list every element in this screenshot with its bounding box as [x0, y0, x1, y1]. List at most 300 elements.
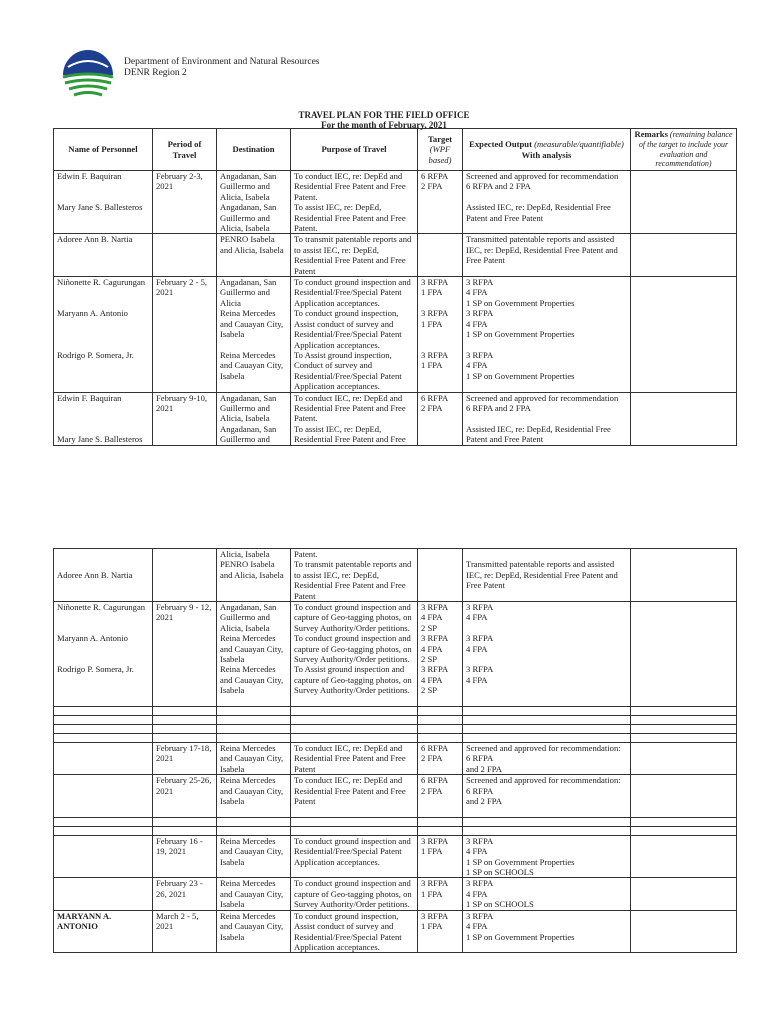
cell-text: 3 RFPA	[466, 910, 494, 921]
cell-text	[466, 413, 627, 423]
cell-text: 6 RFPA	[421, 743, 449, 754]
purpose-cell	[291, 743, 418, 775]
cell-text: 1 FPA	[421, 318, 443, 329]
cell-text	[466, 623, 627, 633]
col-header-target	[418, 129, 463, 171]
cell-text: 2021	[156, 921, 174, 932]
empty-cell	[631, 817, 737, 826]
remarks-cell	[631, 743, 737, 775]
cell-text: 3 RFPA	[421, 308, 449, 319]
cell-text: 3 RFPA	[466, 664, 494, 675]
cell-text: Isabela	[220, 899, 245, 910]
cell-text: Reina Mercedes	[220, 775, 276, 786]
empty-cell	[631, 734, 737, 743]
cell-text: Assist conduct of survey and	[294, 921, 394, 932]
cell-text: and Cauayan City,	[220, 846, 284, 857]
organization-header	[124, 57, 319, 79]
output-cell	[463, 277, 631, 392]
cell-text: 3 RFPA	[466, 349, 494, 360]
cell-text: Niñonette R. Cagurungan	[57, 602, 146, 613]
cell-text: Reina Mercedes	[220, 743, 276, 754]
purpose-cell	[291, 392, 418, 445]
cell-text	[57, 181, 149, 191]
empty-cell	[54, 826, 153, 835]
cell-text: 1 SP on Government Properties	[466, 370, 575, 381]
cell-text: Isabela	[220, 370, 245, 381]
name-cell	[54, 743, 153, 775]
empty-cell	[153, 716, 217, 725]
col-header-destination: Destination	[217, 129, 291, 171]
empty-cell	[153, 725, 217, 734]
cell-text: ANTONIO	[57, 921, 98, 932]
table-row	[54, 602, 737, 707]
cell-text: Isabela	[220, 329, 245, 340]
cell-text: Application acceptances.	[294, 941, 380, 952]
cell-text: Screened and approved for recommendation	[466, 171, 619, 181]
cell-text: Survey Authority/Order petitions.	[294, 685, 410, 696]
cell-text: Free Patent	[466, 255, 505, 266]
cell-text: Residential Free Patent and Free	[294, 255, 406, 266]
empty-cell	[54, 716, 153, 725]
cell-text: Maryann A. Antonio	[57, 633, 128, 644]
cell-text: 3 RFPA	[421, 633, 449, 644]
output-cell	[463, 602, 631, 707]
period-cell	[153, 171, 217, 234]
cell-text: To conduct ground inspection and	[294, 878, 411, 889]
cell-text: MARYANN A.	[57, 910, 112, 921]
cell-text: To conduct ground inspection and	[294, 602, 411, 613]
cell-text: Conduct of survey and	[294, 360, 373, 371]
cell-text: Residential Free Patent and Free	[294, 212, 406, 223]
cell-text: February 23 -	[156, 878, 203, 889]
table-row	[54, 277, 737, 392]
remarks-cell	[631, 549, 737, 602]
period-cell	[153, 775, 217, 818]
purpose-cell	[291, 878, 418, 910]
cell-text: To Assist ground inspection,	[294, 349, 392, 360]
empty-cell	[217, 734, 291, 743]
output-analysis-label: With analysis	[521, 149, 572, 160]
remarks-cell	[631, 234, 737, 277]
cell-text: 3 RFPA	[421, 910, 449, 921]
cell-text: 4 FPA	[466, 360, 488, 371]
remarks-label: Remarks	[634, 129, 668, 140]
cell-text: 4 FPA	[466, 287, 488, 298]
cell-text: To Assist ground inspection and	[294, 664, 405, 675]
remarks-cell	[631, 835, 737, 878]
cell-text: to assist IEC, re: DepEd,	[294, 244, 379, 255]
cell-text: 2021	[156, 785, 174, 796]
cell-text: capture of Geo-tagging photos, on	[294, 643, 412, 654]
destination-cell	[217, 234, 291, 277]
cell-text: 4 FPA	[466, 318, 488, 329]
cell-text: February 16 -	[156, 835, 203, 846]
cell-text: Guillermo and	[220, 212, 270, 223]
cell-text: Alicia, Isabela	[220, 549, 270, 559]
cell-text	[57, 654, 149, 664]
empty-cell	[217, 716, 291, 725]
cell-text: 2021	[156, 753, 174, 764]
cell-text: 3 RFPA	[466, 633, 494, 644]
period-cell	[153, 835, 217, 878]
cell-text: Maryann A. Antonio	[57, 308, 128, 319]
cell-text: Residential Free Patent and Free	[294, 402, 406, 413]
cell-text: Residential Free Patent and Free	[294, 785, 406, 796]
cell-text: Mary Jane S. Ballesteros	[57, 202, 143, 213]
period-cell	[153, 277, 217, 392]
cell-text: Patent	[294, 763, 316, 774]
travel-plan-table-page1	[53, 128, 737, 446]
cell-text: Isabela	[220, 856, 245, 867]
remarks-sublabel: (remaining balance of the target to include your evaluation and recommendation)	[638, 130, 733, 169]
empty-cell	[463, 707, 631, 716]
cell-text: Angadanan, San	[220, 202, 277, 213]
output-cell	[463, 835, 631, 878]
output-sublabel: (measurable/quantifiable)	[534, 139, 624, 150]
cell-text: Reina Mercedes	[220, 308, 276, 319]
cell-text: Isabela	[220, 796, 245, 807]
cell-text: Patent.	[294, 223, 318, 234]
cell-text: 1 SP on Government Properties	[466, 297, 575, 308]
cell-text: 3 RFPA	[466, 878, 494, 889]
cell-text: and Alicia, Isabela	[220, 244, 284, 255]
cell-text: Residential Free Patent and Free	[294, 181, 406, 192]
cell-text: 1 FPA	[421, 888, 443, 899]
cell-text: and 2 FPA	[466, 796, 502, 807]
cell-text: 1 FPA	[421, 360, 443, 371]
output-cell	[463, 743, 631, 775]
cell-text: Alicia, Isabela	[220, 223, 270, 234]
purpose-cell	[291, 549, 418, 602]
cell-text: Reina Mercedes	[220, 835, 276, 846]
cell-text: Residential/Free/Special Patent	[294, 370, 402, 381]
cell-text	[57, 413, 149, 423]
cell-text: Assisted IEC, re: DepEd, Residential Free	[466, 423, 611, 434]
cell-text	[57, 424, 149, 434]
empty-cell	[291, 817, 418, 826]
output-cell	[463, 910, 631, 953]
empty-cell	[54, 725, 153, 734]
cell-text: Angadanan, San	[220, 171, 277, 181]
output-cell	[463, 234, 631, 277]
empty-cell	[291, 725, 418, 734]
cell-text: 2021	[156, 612, 174, 623]
cell-text: 4 FPA	[421, 612, 443, 623]
cell-text: Rodrigo P. Somera, Jr.	[57, 664, 134, 675]
cell-text: Isabela	[220, 931, 245, 942]
cell-text: Angadanan, San	[220, 392, 277, 403]
empty-cell	[291, 716, 418, 725]
target-sublabel: (WPF based)	[428, 144, 452, 165]
table-row	[54, 775, 737, 818]
cell-text: 3 RFPA	[421, 664, 449, 675]
name-cell	[54, 835, 153, 878]
cell-text: and Cauayan City,	[220, 360, 284, 371]
empty-cell	[631, 725, 737, 734]
name-cell	[54, 878, 153, 910]
cell-text	[57, 340, 149, 350]
cell-text	[57, 329, 149, 339]
cell-text: and Cauayan City,	[220, 643, 284, 654]
cell-text: 6 RFPA	[421, 171, 449, 181]
empty-cell	[463, 734, 631, 743]
cell-text: Survey Authority/Order petitions.	[294, 622, 410, 633]
cell-text: Screened and approved for recommendation:	[466, 775, 621, 786]
cell-text: and Alicia, Isabela	[220, 569, 284, 580]
document-subtitle: For the month of February, 2021	[321, 120, 447, 130]
name-cell	[54, 171, 153, 234]
output-cell	[463, 549, 631, 602]
cell-text: Isabela	[220, 654, 245, 665]
cell-text: 2 SP	[421, 622, 438, 633]
table-header-row	[54, 129, 737, 171]
destination-cell	[217, 775, 291, 818]
target-cell	[418, 878, 463, 910]
empty-cell	[217, 707, 291, 716]
target-cell	[418, 549, 463, 602]
empty-cell	[418, 826, 463, 835]
cell-text: 3 RFPA	[466, 835, 494, 846]
cell-text: 4 FPA	[466, 888, 488, 899]
table-row	[54, 734, 737, 743]
cell-text: February 9 - 12,	[156, 602, 212, 613]
cell-text: To transmit patentable reports and	[294, 559, 412, 570]
cell-text: To assist IEC, re: DepEd,	[294, 423, 382, 434]
cell-text: February 9-10,	[156, 392, 208, 403]
cell-text: Alicia	[220, 297, 241, 308]
cell-text: Reina Mercedes	[220, 910, 276, 921]
cell-text: Guillermo and	[220, 434, 270, 445]
period-cell	[153, 910, 217, 953]
table-row	[54, 716, 737, 725]
cell-text: To conduct IEC, re: DepEd and	[294, 775, 403, 786]
cell-text: Guillermo and	[220, 181, 270, 192]
destination-cell	[217, 392, 291, 445]
empty-cell	[291, 707, 418, 716]
cell-text: and Cauayan City,	[220, 318, 284, 329]
cell-text: Reina Mercedes	[220, 664, 276, 675]
cell-text: 2 FPA	[421, 753, 443, 764]
cell-text	[57, 192, 149, 202]
empty-cell	[418, 725, 463, 734]
document-title: TRAVEL PLAN FOR THE FIELD OFFICE	[298, 110, 470, 120]
cell-text: Residential Free Patent and Free	[294, 753, 406, 764]
cell-text: Screened and approved for recommendation:	[466, 743, 621, 754]
cell-text: PENRO Isabela	[220, 559, 275, 570]
empty-cell	[217, 817, 291, 826]
empty-cell	[418, 817, 463, 826]
cell-text: 2 FPA	[421, 181, 443, 192]
cell-text: and Cauayan City,	[220, 888, 284, 899]
cell-text: 2 SP	[421, 654, 438, 665]
cell-text: Reina Mercedes	[220, 633, 276, 644]
empty-cell	[217, 826, 291, 835]
table-row	[54, 878, 737, 910]
cell-text: 4 FPA	[421, 674, 443, 685]
cell-text: capture of Geo-tagging photos, on	[294, 612, 412, 623]
cell-text: Guillermo and	[220, 402, 270, 413]
cell-text: Patent.	[294, 413, 318, 424]
cell-text: and Cauayan City,	[220, 785, 284, 796]
target-label: Target	[427, 133, 453, 144]
cell-text: 6 RFPA and 2 FPA	[466, 402, 531, 413]
cell-text: To conduct ground inspection and	[294, 277, 411, 288]
target-cell	[418, 602, 463, 707]
col-header-output	[463, 129, 631, 171]
cell-text: 6 RFPA	[466, 785, 494, 796]
period-cell	[153, 878, 217, 910]
cell-text: 1 FPA	[421, 846, 443, 857]
cell-text: 6 RFPA	[421, 775, 449, 786]
denr-logo	[60, 47, 116, 103]
empty-cell	[418, 734, 463, 743]
cell-text: Assisted IEC, re: DepEd, Residential Free	[466, 202, 611, 213]
cell-text: and Cauayan City,	[220, 674, 284, 685]
purpose-cell	[291, 910, 418, 953]
table-row	[54, 817, 737, 826]
cell-text: Residential Free Patent and Free	[294, 580, 406, 591]
cell-text	[57, 612, 149, 622]
cell-text	[57, 319, 149, 329]
cell-text: Patent.	[294, 191, 318, 202]
cell-text: 2 FPA	[421, 785, 443, 796]
destination-cell	[217, 171, 291, 234]
cell-text	[57, 298, 149, 308]
cell-text	[466, 192, 627, 202]
cell-text: To transmit patentable reports and	[294, 234, 412, 245]
cell-text: 4 FPA	[466, 643, 488, 654]
name-cell	[54, 602, 153, 707]
cell-text: Isabela	[220, 763, 245, 774]
output-label: Expected Output	[469, 139, 532, 150]
remarks-cell	[631, 602, 737, 707]
name-cell	[54, 277, 153, 392]
document-title-block	[0, 110, 768, 130]
cell-text: 3 RFPA	[421, 878, 449, 889]
table-row	[54, 707, 737, 716]
cell-text: Alicia, Isabela	[220, 622, 270, 633]
cell-text: Patent and Free Patent	[466, 212, 544, 223]
cell-text	[466, 340, 627, 350]
empty-cell	[54, 707, 153, 716]
table-row	[54, 910, 737, 953]
cell-text: 6 RFPA and 2 FPA	[466, 181, 531, 192]
cell-text	[466, 549, 627, 559]
cell-text	[220, 340, 287, 350]
purpose-cell	[291, 835, 418, 878]
cell-text	[466, 654, 627, 664]
period-cell	[153, 392, 217, 445]
empty-cell	[631, 826, 737, 835]
cell-text: Residential/Free/Special Patent	[294, 287, 402, 298]
cell-text: Screened and approved for recommendation	[466, 392, 619, 403]
cell-text: 26, 2021	[156, 888, 187, 899]
table-row	[54, 826, 737, 835]
org-region: DENR Region 2	[124, 68, 187, 78]
travel-plan-table-page2	[53, 548, 737, 953]
cell-text: To conduct ground inspection,	[294, 308, 399, 319]
remarks-cell	[631, 910, 737, 953]
cell-text: To conduct IEC, re: DepEd and	[294, 171, 403, 181]
cell-text: Reina Mercedes	[220, 349, 276, 360]
destination-cell	[217, 743, 291, 775]
cell-text: 1 FPA	[421, 287, 443, 298]
cell-text	[57, 623, 149, 633]
cell-text: IEC, re: DepEd, Residential Free Patent and	[466, 244, 618, 255]
table-row	[54, 743, 737, 775]
cell-text: Isabela	[220, 685, 245, 696]
cell-text: To conduct ground inspection,	[294, 910, 399, 921]
col-header-remarks	[631, 129, 737, 171]
cell-text: Survey Authority/Order petitions.	[294, 654, 410, 665]
cell-text: 6 RFPA	[421, 392, 449, 403]
period-cell	[153, 549, 217, 602]
destination-cell	[217, 878, 291, 910]
cell-text: Angadanan, San	[220, 277, 277, 288]
empty-cell	[291, 826, 418, 835]
table-row	[54, 392, 737, 445]
target-cell	[418, 910, 463, 953]
cell-text	[421, 298, 459, 308]
cell-text: IEC, re: DepEd, Residential Free Patent and	[466, 569, 618, 580]
cell-text: To conduct ground inspection and	[294, 835, 411, 846]
name-cell	[54, 549, 153, 602]
cell-text: Adoree Ann B. Nartia	[57, 569, 133, 580]
cell-text	[57, 403, 149, 413]
cell-text: and Cauayan City,	[220, 753, 284, 764]
col-header-name: Name of Personnel	[54, 129, 153, 171]
cell-text	[57, 287, 149, 297]
purpose-cell	[291, 234, 418, 277]
remarks-cell	[631, 775, 737, 818]
cell-text: Residential/Free/Special Patent	[294, 846, 402, 857]
cell-text: Residential/Free/Special Patent	[294, 931, 402, 942]
cell-text: 2021	[156, 402, 174, 413]
cell-text: Application acceptances.	[294, 856, 380, 867]
output-cell	[463, 171, 631, 234]
cell-text: 4 FPA	[466, 846, 488, 857]
cell-text: to assist IEC, re: DepEd,	[294, 569, 379, 580]
org-name: Department of Environment and Natural Resources	[124, 57, 320, 67]
cell-text: Residential/Free/Special Patent	[294, 329, 402, 340]
cell-text: Guillermo and	[220, 612, 270, 623]
purpose-cell	[291, 775, 418, 818]
cell-text: 3 RFPA	[466, 602, 494, 613]
cell-text: 3 RFPA	[421, 835, 449, 846]
cell-text: Edwin F. Baquiran	[57, 171, 122, 181]
empty-cell	[418, 716, 463, 725]
empty-cell	[291, 734, 418, 743]
cell-text: 2021	[156, 287, 174, 298]
col-header-purpose: Purpose of Travel	[291, 129, 418, 171]
purpose-cell	[291, 602, 418, 707]
cell-text: February 17-18,	[156, 743, 212, 754]
period-cell	[153, 743, 217, 775]
cell-text: Residential Free Patent and Free	[294, 434, 406, 445]
cell-text: Edwin F. Baquiran	[57, 392, 122, 403]
cell-text: Guillermo and	[220, 287, 270, 298]
cell-text: Application acceptances.	[294, 297, 380, 308]
output-cell	[463, 775, 631, 818]
name-cell	[54, 910, 153, 953]
cell-text: To conduct ground inspection and	[294, 633, 411, 644]
cell-text: 1 SP on SCHOOLS	[466, 899, 534, 910]
cell-text: February 2 - 5,	[156, 277, 208, 288]
cell-text: Reina Mercedes	[220, 878, 276, 889]
cell-text: Angadanan, San	[220, 423, 277, 434]
destination-cell	[217, 549, 291, 602]
cell-text: Patent	[294, 590, 316, 601]
